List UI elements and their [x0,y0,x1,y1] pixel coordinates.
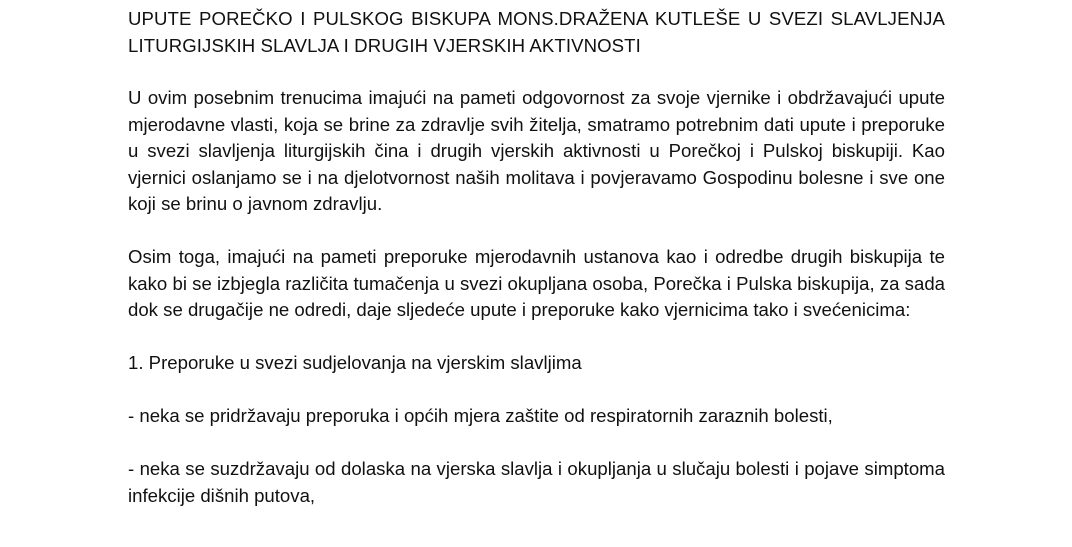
bullet-item: - neka se suzdržavaju od dolaska na vjerska slavlja i okupljanja u slučaju bolesti i pojave simptoma infekcije dišnih putova, [128,458,945,506]
bullet-item: - neka se pridržavaju preporuka i općih mjera zaštite od respiratornih zaraznih bolesti, [128,405,833,426]
document-title: UPUTE POREČKO I PULSKOG BISKUPA MONS.DRAŽENA KUTLEŠE U SVEZI SLAVLJENJA LITURGIJSKIH SLAVLJA I DRUGIH VJERSKIH AKTIVNOSTI [128,8,945,56]
document-body [128,6,945,509]
intro-paragraph: U ovim posebnim trenucima imajući na pameti odgovornost za svoje vjernike i obdržavajući upute mjerodavne vlasti, koja se brine za zdravlje svih žitelja, smatramo potrebnim dati upute i preporuke u svezi slavljenja liturgijskih čina i drugih vjerskih aktivnosti u Porečkoj i Pulskoj biskupiji. Kao vjernici oslanjamo se i na djelotvornost naših molitava i povjeravamo Gospodinu bolesne i sve one koji se brinu o javnom zdravlju. [128,87,945,214]
section-heading: 1. Preporuke u svezi sudjelovanja na vjerskim slavljima [128,352,582,373]
second-paragraph: Osim toga, imajući na pameti preporuke mjerodavnih ustanova kao i odredbe drugih biskupija te kako bi se izbjegla različita tumačenja u svezi okupljana osoba, Porečka i Pulska biskupija, za sada dok se drugačije ne odredi, daje sljedeće upute i preporuke kako vjernicima tako i svećenicima: [128,246,945,320]
